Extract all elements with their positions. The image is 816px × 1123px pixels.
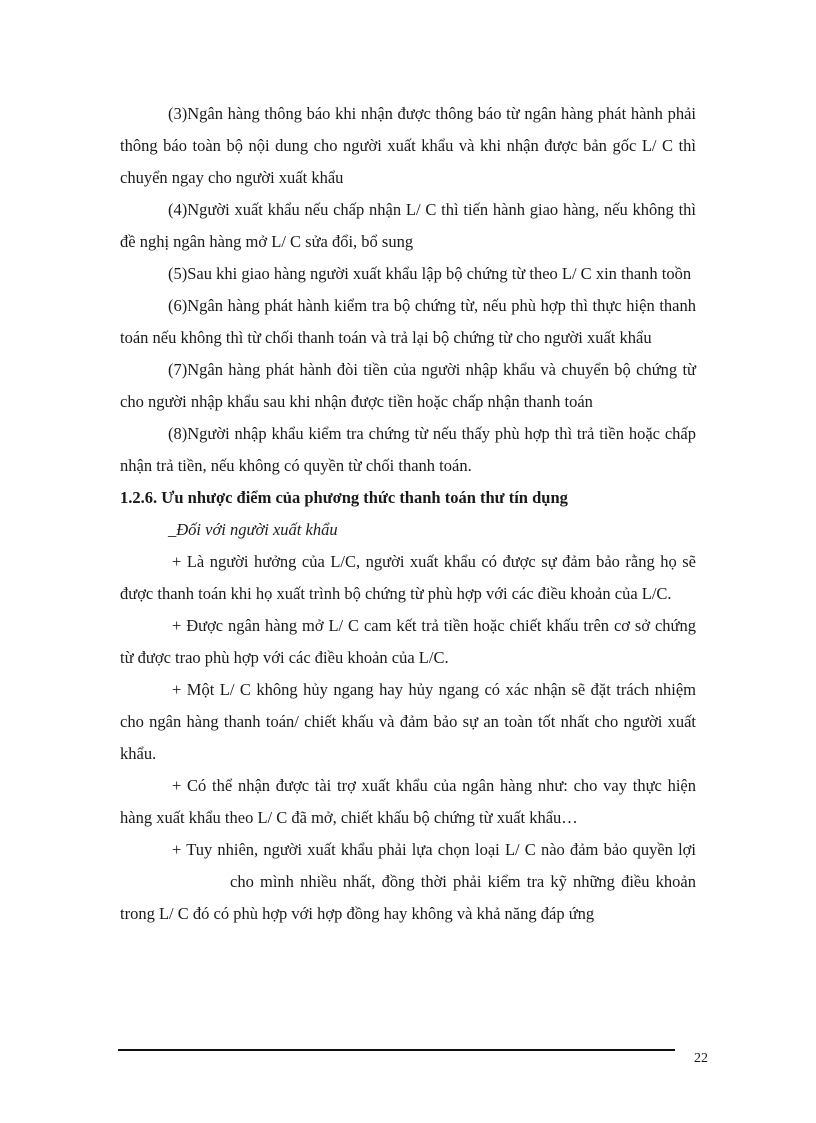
bullet-5: [120, 834, 696, 930]
bullet-1: + Là người hưởng của L/C, người xuất khẩu có được sự đảm bảo rằng họ sẽ được thanh toán khi họ xuất trình bộ chứng từ phù hợp với các điều khoản của L/C.: [120, 552, 696, 603]
bullet-5-part-b: cho mình nhiều nhất, đồng thời phải kiểm tra kỹ những điều khoản trong L/ C đó có phù hợp với hợp đồng hay không và khả năng đáp ứng: [120, 872, 696, 923]
paragraph-step-3: (3)Ngân hàng thông báo khi nhận được thông báo từ ngân hàng phát hành phải thông báo toàn bộ nội dung cho người xuất khẩu và khi nhận được bản gốc L/ C thì chuyển ngay cho người xuất khẩu: [120, 104, 696, 187]
bullet-2: + Được ngân hàng mở L/ C cam kết trả tiền hoặc chiết khấu trên cơ sở chứng từ được trao phù hợp với các điều khoản của L/C.: [120, 616, 696, 667]
paragraph-step-8: (8)Người nhập khẩu kiểm tra chứng từ nếu thấy phù hợp thì trả tiền hoặc chấp nhận trả tiền, nếu không có quyền từ chối thanh toán.: [120, 424, 696, 475]
bullet-4: + Có thể nhận được tài trợ xuất khẩu của ngân hàng như: cho vay thực hiện hàng xuất khẩu theo L/ C đã mở, chiết khấu bộ chứng từ xuất khẩu…: [120, 776, 696, 827]
bullet-3: + Một L/ C không hủy ngang hay hủy ngang có xác nhận sẽ đặt trách nhiệm cho ngân hàng thanh toán/ chiết khấu và đảm bảo sự an toàn tốt nhất cho người xuất khẩu.: [120, 680, 696, 763]
page-body: [120, 98, 696, 930]
paragraph-step-5: (5)Sau khi giao hàng người xuất khẩu lập bộ chứng từ theo L/ C xin thanh toồn: [168, 264, 692, 283]
paragraph-step-4: (4)Người xuất khẩu nếu chấp nhận L/ C thì tiến hành giao hàng, nếu không thì đề nghị ngân hàng mở L/ C sửa đổi, bổ sung: [120, 200, 696, 251]
paragraph-step-7: (7)Ngân hàng phát hành đòi tiền của người nhập khẩu và chuyển bộ chứng từ cho người nhập khẩu sau khi nhận được tiền hoặc chấp nhận thanh toán: [120, 360, 696, 411]
section-heading: 1.2.6. Ưu nhược điểm của phương thức thanh toán thư tín dụng: [120, 488, 568, 507]
page-number: 22: [694, 1051, 708, 1066]
bullet-5-part-a: + Tuy nhiên, người xuất khẩu phải lựa chọn loại L/ C nào đảm bảo quyền lợi: [172, 840, 696, 859]
section-subheading: _Đối với người xuất khẩu: [168, 520, 338, 539]
paragraph-step-6: (6)Ngân hàng phát hành kiểm tra bộ chứng từ, nếu phù hợp thì thực hiện thanh toán nếu không thì từ chối thanh toán và trả lại bộ chứng từ cho người xuất khẩu: [120, 296, 696, 347]
footer-rule: [118, 1049, 675, 1051]
